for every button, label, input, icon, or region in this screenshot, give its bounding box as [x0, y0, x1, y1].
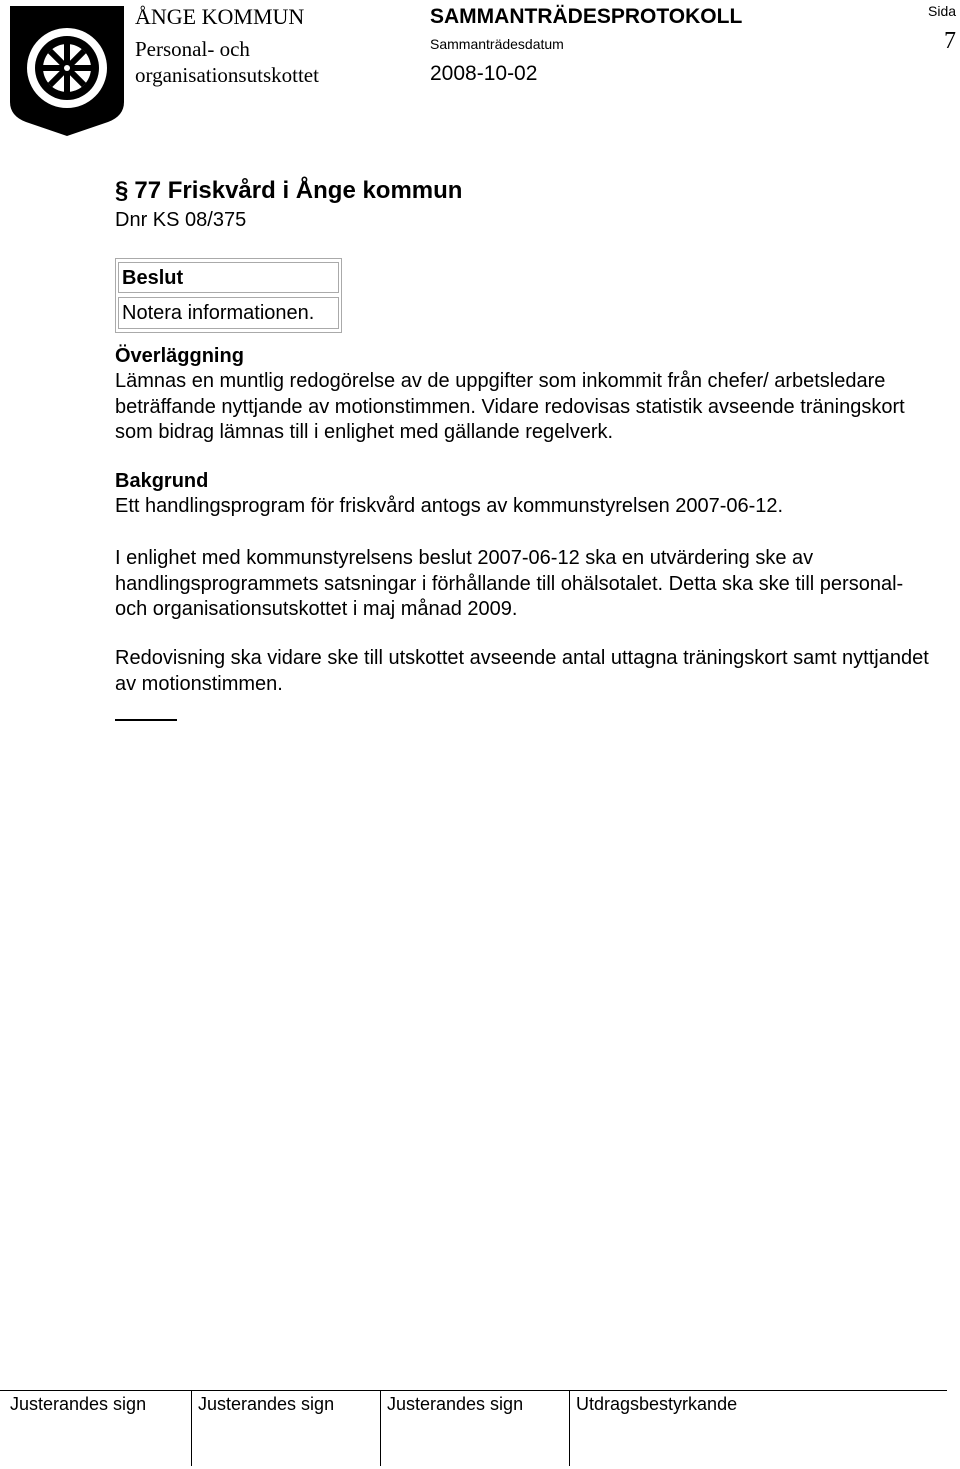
page-number: 7	[944, 28, 956, 54]
document-type: SAMMANTRÄDESPROTOKOLL	[430, 5, 743, 28]
section-title-text: 77 Friskvård i Ånge kommun	[134, 177, 463, 204]
municipality-logo	[8, 4, 126, 138]
background-paragraph-3: Redovisning ska vidare ske till utskottet avseende antal uttagna träningskort samt nyttjandet av motionstimmen.	[115, 647, 929, 695]
background-paragraph-1: Ett handlingsprogram för friskvård antogs av kommunstyrelsen 2007-06-12.	[115, 495, 784, 517]
decision-heading: Beslut	[118, 262, 339, 293]
date-label: Sammanträdesdatum	[430, 36, 564, 52]
footer-column-divider	[569, 1390, 570, 1466]
org-name: ÅNGE KOMMUN	[135, 4, 305, 29]
signature-field-2: Justerandes sign	[198, 1394, 335, 1414]
footer-column-divider	[191, 1390, 192, 1466]
committee-name-line2: organisationsutskottet	[135, 63, 319, 87]
footer-column-divider	[380, 1390, 381, 1466]
decision-text: Notera informationen.	[118, 297, 339, 329]
signature-field-1: Justerandes sign	[10, 1394, 147, 1414]
background-paragraph-2: I enlighet med kommunstyrelsens beslut 2007-06-12 ska en utvärdering ske av handlingsprogrammets satsningar i förhållande till ohälsotalet. Detta ska ske till personal- och organisationsutskottet i maj månad 2009.	[115, 547, 904, 620]
paragraph-symbol: §	[115, 177, 129, 204]
meeting-date: 2008-10-02	[430, 62, 538, 85]
page-label: Sida	[928, 3, 957, 19]
diary-number: Dnr KS 08/375	[115, 209, 247, 231]
background-heading: Bakgrund	[115, 470, 209, 492]
committee-name-line1: Personal- och	[135, 37, 250, 61]
footer-divider	[0, 1390, 947, 1391]
certification-field: Utdragsbestyrkande	[576, 1394, 738, 1414]
deliberation-heading: Överläggning	[115, 345, 244, 367]
deliberation-text: Lämnas en muntlig redogörelse av de uppgifter som inkommit från chefer/ arbetsledare beträffande nyttjande av motionstimmen. Vidare redovisas statistik avseende träningskort som bidrag lämnas till i enlighet med gällande regelverk.	[115, 370, 905, 443]
signature-field-3: Justerandes sign	[387, 1394, 524, 1414]
end-rule	[115, 719, 177, 721]
section-title	[115, 177, 462, 205]
